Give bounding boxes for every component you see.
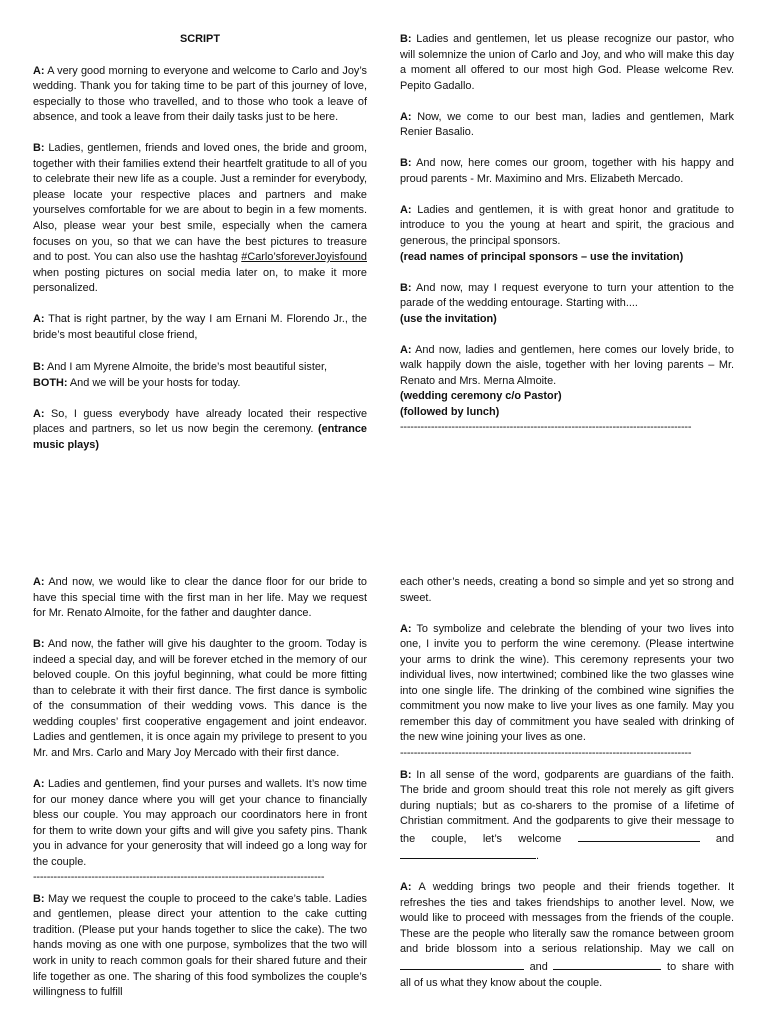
paragraph-text: And now, here comes our groom, together with his happy and proud parents - Mr. Maximino and Mrs. Elizabeth Mercado. — [400, 157, 734, 185]
paragraph — [400, 110, 734, 141]
stage-note: (read names of principal sponsors – use the invitation) — [400, 250, 684, 263]
speaker-label: A: — [33, 407, 45, 420]
paragraph-text: on — [721, 943, 734, 956]
stage-note: (use the invitation) — [400, 312, 497, 325]
divider-dashes: ------------------------------------------------------------------------------------- — [400, 421, 692, 434]
name-blank — [400, 958, 524, 970]
speaker-label: A: — [400, 203, 412, 216]
paragraph-text: each other’s needs, creating a bond so simple and yet so strong and sweet. — [400, 576, 734, 604]
paragraph — [400, 575, 734, 606]
paragraph — [33, 637, 367, 761]
paragraph-text: And now, we would like to clear the dance floor for our bride to have this special time with the first man in her life. May we request for Mr. Renato Almoite, for the father and daughter dance. — [33, 576, 367, 620]
divider-dashes: ------------------------------------------------------------------------------------- — [33, 871, 325, 884]
speaker-label: A: — [33, 64, 45, 77]
paragraph-text: Ladies and gentlemen, it is with great honor and gratitude to introduce to you the young at heart and spirit, the gracious and generous, the principal sponsors. — [400, 203, 734, 247]
paragraph-text: That is right partner, by the way I am Ernani M. Florendo Jr., the bride’s most beautiful close friend, — [33, 313, 367, 341]
paragraph-text: Now, we come to our best man, ladies and gentlemen, Mark Renier Basalio. — [400, 110, 734, 139]
speaker-label: B: — [33, 361, 45, 374]
paragraph — [400, 156, 734, 187]
paragraph-text: Ladies and gentlemen, let us please recognize our pastor, who will solemnize the union of Carlo and Joy, and who will make this day a moment all offered to our most high God. Please welcome Rev. Pepito Gadallo. — [400, 33, 734, 92]
speaker-label: A: — [400, 110, 412, 123]
paragraph-text: And now, the father will give his daughter to the groom. Today is indeed a special day, and will be forever etched in the memory of our beloved couple. On this joyful beginning, what could be more fitting than to celebrate it with their first dance. The first dance is symbolic of the consummation of their wedding vows. This dance is the wedding couples’ first cooperative engagement and joint endeavor. Ladies and gentlemen, it is once again my privilege to present to you Mr. and Mrs. Carlo and Mary Joy Mercado with their first dance. — [33, 638, 367, 759]
paragraph-text: And we will be your hosts for today. — [69, 376, 241, 389]
paragraph-text: A very good morning to everyone and welcome to Carlo and Joy’s wedding. Thank you for taking time to be part of this journey of love, especially to those who travelled, and to those who took a leave of absence, and took a leave from their daily tasks just to be here. — [33, 64, 367, 124]
speaker-label: B: — [33, 892, 45, 905]
name-blank — [400, 847, 536, 859]
paragraph — [33, 141, 367, 296]
speaker-label: A: — [33, 778, 45, 791]
paragraph-text: In all sense of the word, godparents are guardians of the faith. The bride and groom should treat this role not merely as gift givers during nuptials; but as co-sharers to the promise of a lifetime of Christian commitment. And the godparents to give their message to the couple, let’s welcome — [400, 768, 735, 845]
paragraph — [400, 622, 734, 746]
speaker-label: A: — [400, 622, 412, 635]
paragraph-text: And I am Myrene Almoite, the bride’s most beautiful sister, — [46, 361, 327, 374]
paragraph-text: we — [677, 943, 692, 956]
paragraph-text: and — [715, 832, 735, 845]
speaker-label: B: — [400, 768, 412, 781]
paragraph — [33, 407, 367, 454]
stage-note: (followed by lunch) — [400, 405, 500, 418]
paragraph — [33, 312, 367, 343]
paragraph-text: Ladies, gentlemen, friends and loved ones, the bride and groom, together with their families extend their heartfelt gratitude to all of you to celebrate their new life as a couple. Just a reminder for everybody, please locate your respective places and partners and make yourselves comfortable for we are about to begin in a few moments. Also, please wear your best smile, especially when the camera focuses on you, so that we can have the best pictures to treasure and to post. You can also use the hashtag — [33, 142, 367, 264]
speaker-label: B: — [400, 157, 412, 170]
paragraph-text: call — [698, 943, 715, 956]
speaker-label: B: — [33, 142, 45, 155]
paragraph-text: Ladies and gentlemen, find your purses and wallets. It’s now time for our money dance where you will get your chance to financially bless our couple. You may approach our coordinators here in front for them to write down your gifts and will give you safety pins. Thank you in advance for your generosity that will indeed go a long way for the couple. — [33, 778, 367, 868]
paragraph-text: And now, ladies and gentlemen, here comes our lovely bride, to walk happily down the aisle, together with her loving parents – Mr. Renato and Mrs. Merna Almoite. — [400, 343, 734, 387]
column-top-left — [33, 32, 367, 454]
stage-note: (entrance music plays) — [33, 423, 367, 451]
name-blank — [553, 958, 661, 970]
speaker-label: A: — [400, 881, 412, 894]
paragraph — [400, 32, 734, 94]
page-title: SCRIPT — [180, 33, 220, 45]
paragraph-text: And now, may I request everyone to turn your attention to the parade of the wedding entourage. Starting with.... — [400, 281, 734, 310]
paragraph-text: So, I guess everybody have already located their respective places and partners, so let us now begin the ceremony. — [33, 407, 367, 436]
speaker-label: A: — [33, 313, 45, 326]
paragraph — [33, 360, 367, 391]
paragraph-text: May we request the couple to proceed to the cake’s table. Ladies and gentlemen, please direct your attention to the cake cutting tradition. (Please put your hands together to slice the cake). The two hands moving as one with one purpose, symbolizes that the two will work in unity to reach common goals for their shared future and their life together as one. The sharing of this food symbolizes the couple’s willingness to fulfill — [33, 892, 367, 999]
speaker-label: B: — [400, 281, 412, 294]
paragraph — [33, 892, 367, 1001]
paragraph-text: when posting pictures on social media later on, to make it more personalized. — [33, 266, 367, 295]
paragraph-text: to share with all of us what they know about the couple. — [400, 961, 734, 989]
paragraph: B: In all sense of the word, godparents are guardians of the faith. The bride and groom should treat this role not merely as gift givers during nuptials; but as co-sharers to the promise of a lifetime of Christian commitment. And the godparents to give their message to the couple, let’s welcome and . — [400, 768, 735, 863]
paragraph — [400, 880, 734, 991]
speaker-label: A: — [400, 343, 412, 356]
paragraph-text: and — [529, 961, 548, 974]
speaker-label: A: — [33, 576, 45, 588]
divider-dashes: ------------------------------------------------------------------------------------- — [400, 746, 692, 759]
column-bottom-left — [33, 575, 367, 1001]
paragraph-text: To symbolize and celebrate the blending of your two lives into one, I invite you to perform the wine ceremony. (Please intertwine your arms to drink the wine). This ceremony represents your two individual lives, now intertwined; combined like the two glasses wine into one single life. The drinking of the combined wine signifies the commitment you now make to live your lives as one family. May you remember this day of commitment you have sealed with drinking of the new wine joining your lives as one. — [400, 622, 734, 744]
name-blank — [578, 830, 700, 842]
paragraph — [33, 64, 367, 126]
speaker-label: B: — [33, 638, 45, 651]
paragraph — [400, 203, 734, 265]
column-bottom-right — [400, 575, 734, 991]
paragraph — [33, 575, 367, 622]
paragraph — [400, 343, 734, 421]
column-top-right — [400, 32, 734, 442]
paragraph-text: May — [649, 943, 671, 956]
speaker-label: BOTH: — [33, 376, 68, 389]
hashtag: #Carlo’sforeverJoyisfound — [241, 251, 367, 264]
paragraph — [33, 777, 367, 870]
speaker-label: B: — [400, 33, 412, 45]
paragraph — [400, 281, 734, 328]
stage-note: (wedding ceremony c/o Pastor) — [400, 390, 562, 403]
paragraph-text: A wedding brings two people and their friends together. It refreshes the ties and takes friendships to another level. Now, we would like to proceed with messages from the friends of the couple. These are the people who literally saw the romance between groom and bride blossom into a serious relationship. — [400, 881, 734, 956]
